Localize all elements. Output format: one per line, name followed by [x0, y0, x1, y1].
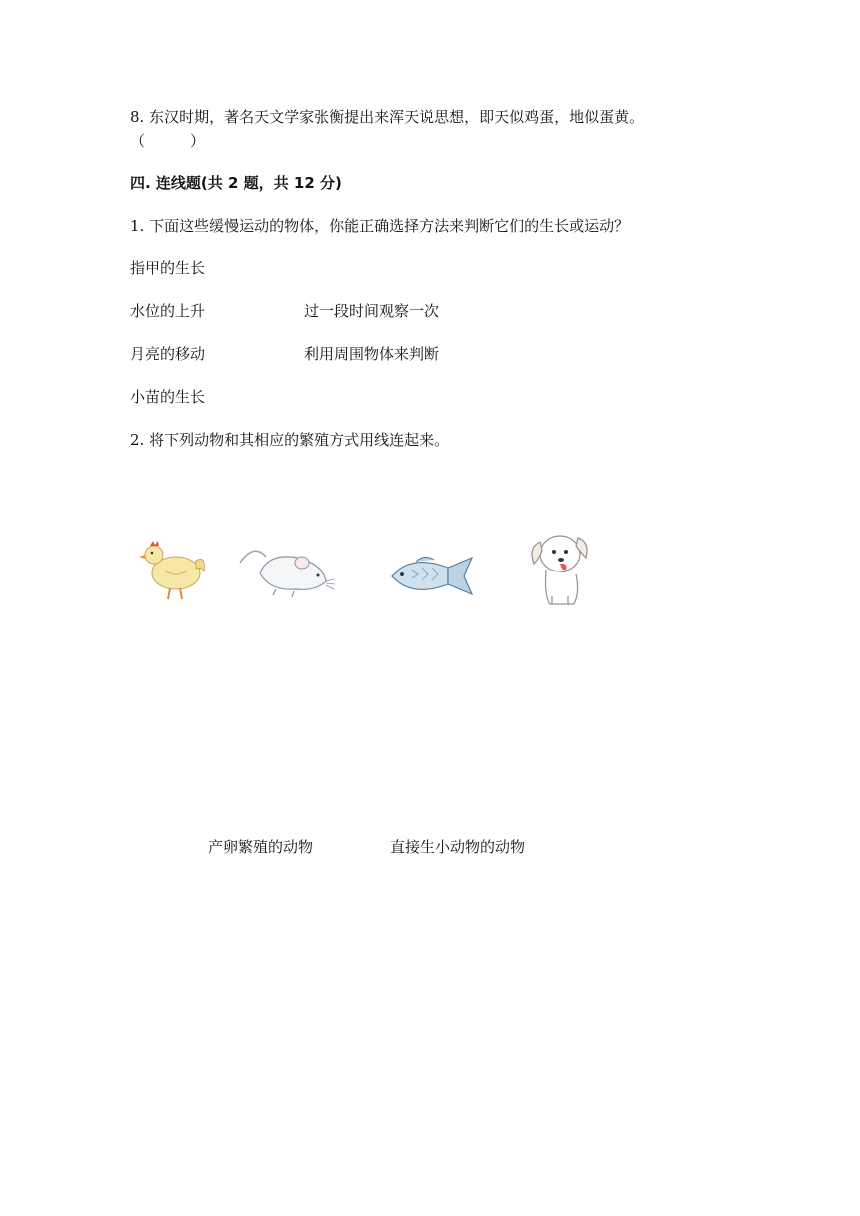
- q2-prompt: 2. 将下列动物和其相应的繁殖方式用线连起来。: [130, 431, 450, 449]
- mouse-icon[interactable]: [236, 545, 340, 601]
- dog-icon[interactable]: [524, 528, 594, 610]
- q1-right-item-1[interactable]: 过一段时间观察一次: [304, 302, 440, 320]
- q1-left-item-1[interactable]: 指甲的生长: [130, 259, 206, 277]
- q1-left-item-3[interactable]: 月亮的移动: [130, 345, 206, 363]
- q1-left-item-4[interactable]: 小苗的生长: [130, 388, 206, 406]
- section-heading: 四. 连线题(共 2 题，共 12 分): [130, 174, 342, 192]
- category-live-birth[interactable]: 直接生小动物的动物: [390, 838, 526, 856]
- answer-blank[interactable]: （ ）: [130, 132, 206, 150]
- q1-prompt: 1. 下面这些缓慢运动的物体，你能正确选择方法来判断它们的生长或运动？: [130, 217, 630, 235]
- q1-right-item-2[interactable]: 利用周围物体来判断: [304, 345, 440, 363]
- category-egg-laying[interactable]: 产卵繁殖的动物: [208, 838, 314, 856]
- chicken-icon[interactable]: [136, 535, 208, 603]
- question-8-text: 8. 东汉时期，著名天文学家张衡提出来浑天说思想，即天似鸡蛋，地似蛋黄。: [130, 108, 645, 126]
- q1-left-item-2[interactable]: 水位的上升: [130, 302, 206, 320]
- fish-icon[interactable]: [386, 552, 478, 600]
